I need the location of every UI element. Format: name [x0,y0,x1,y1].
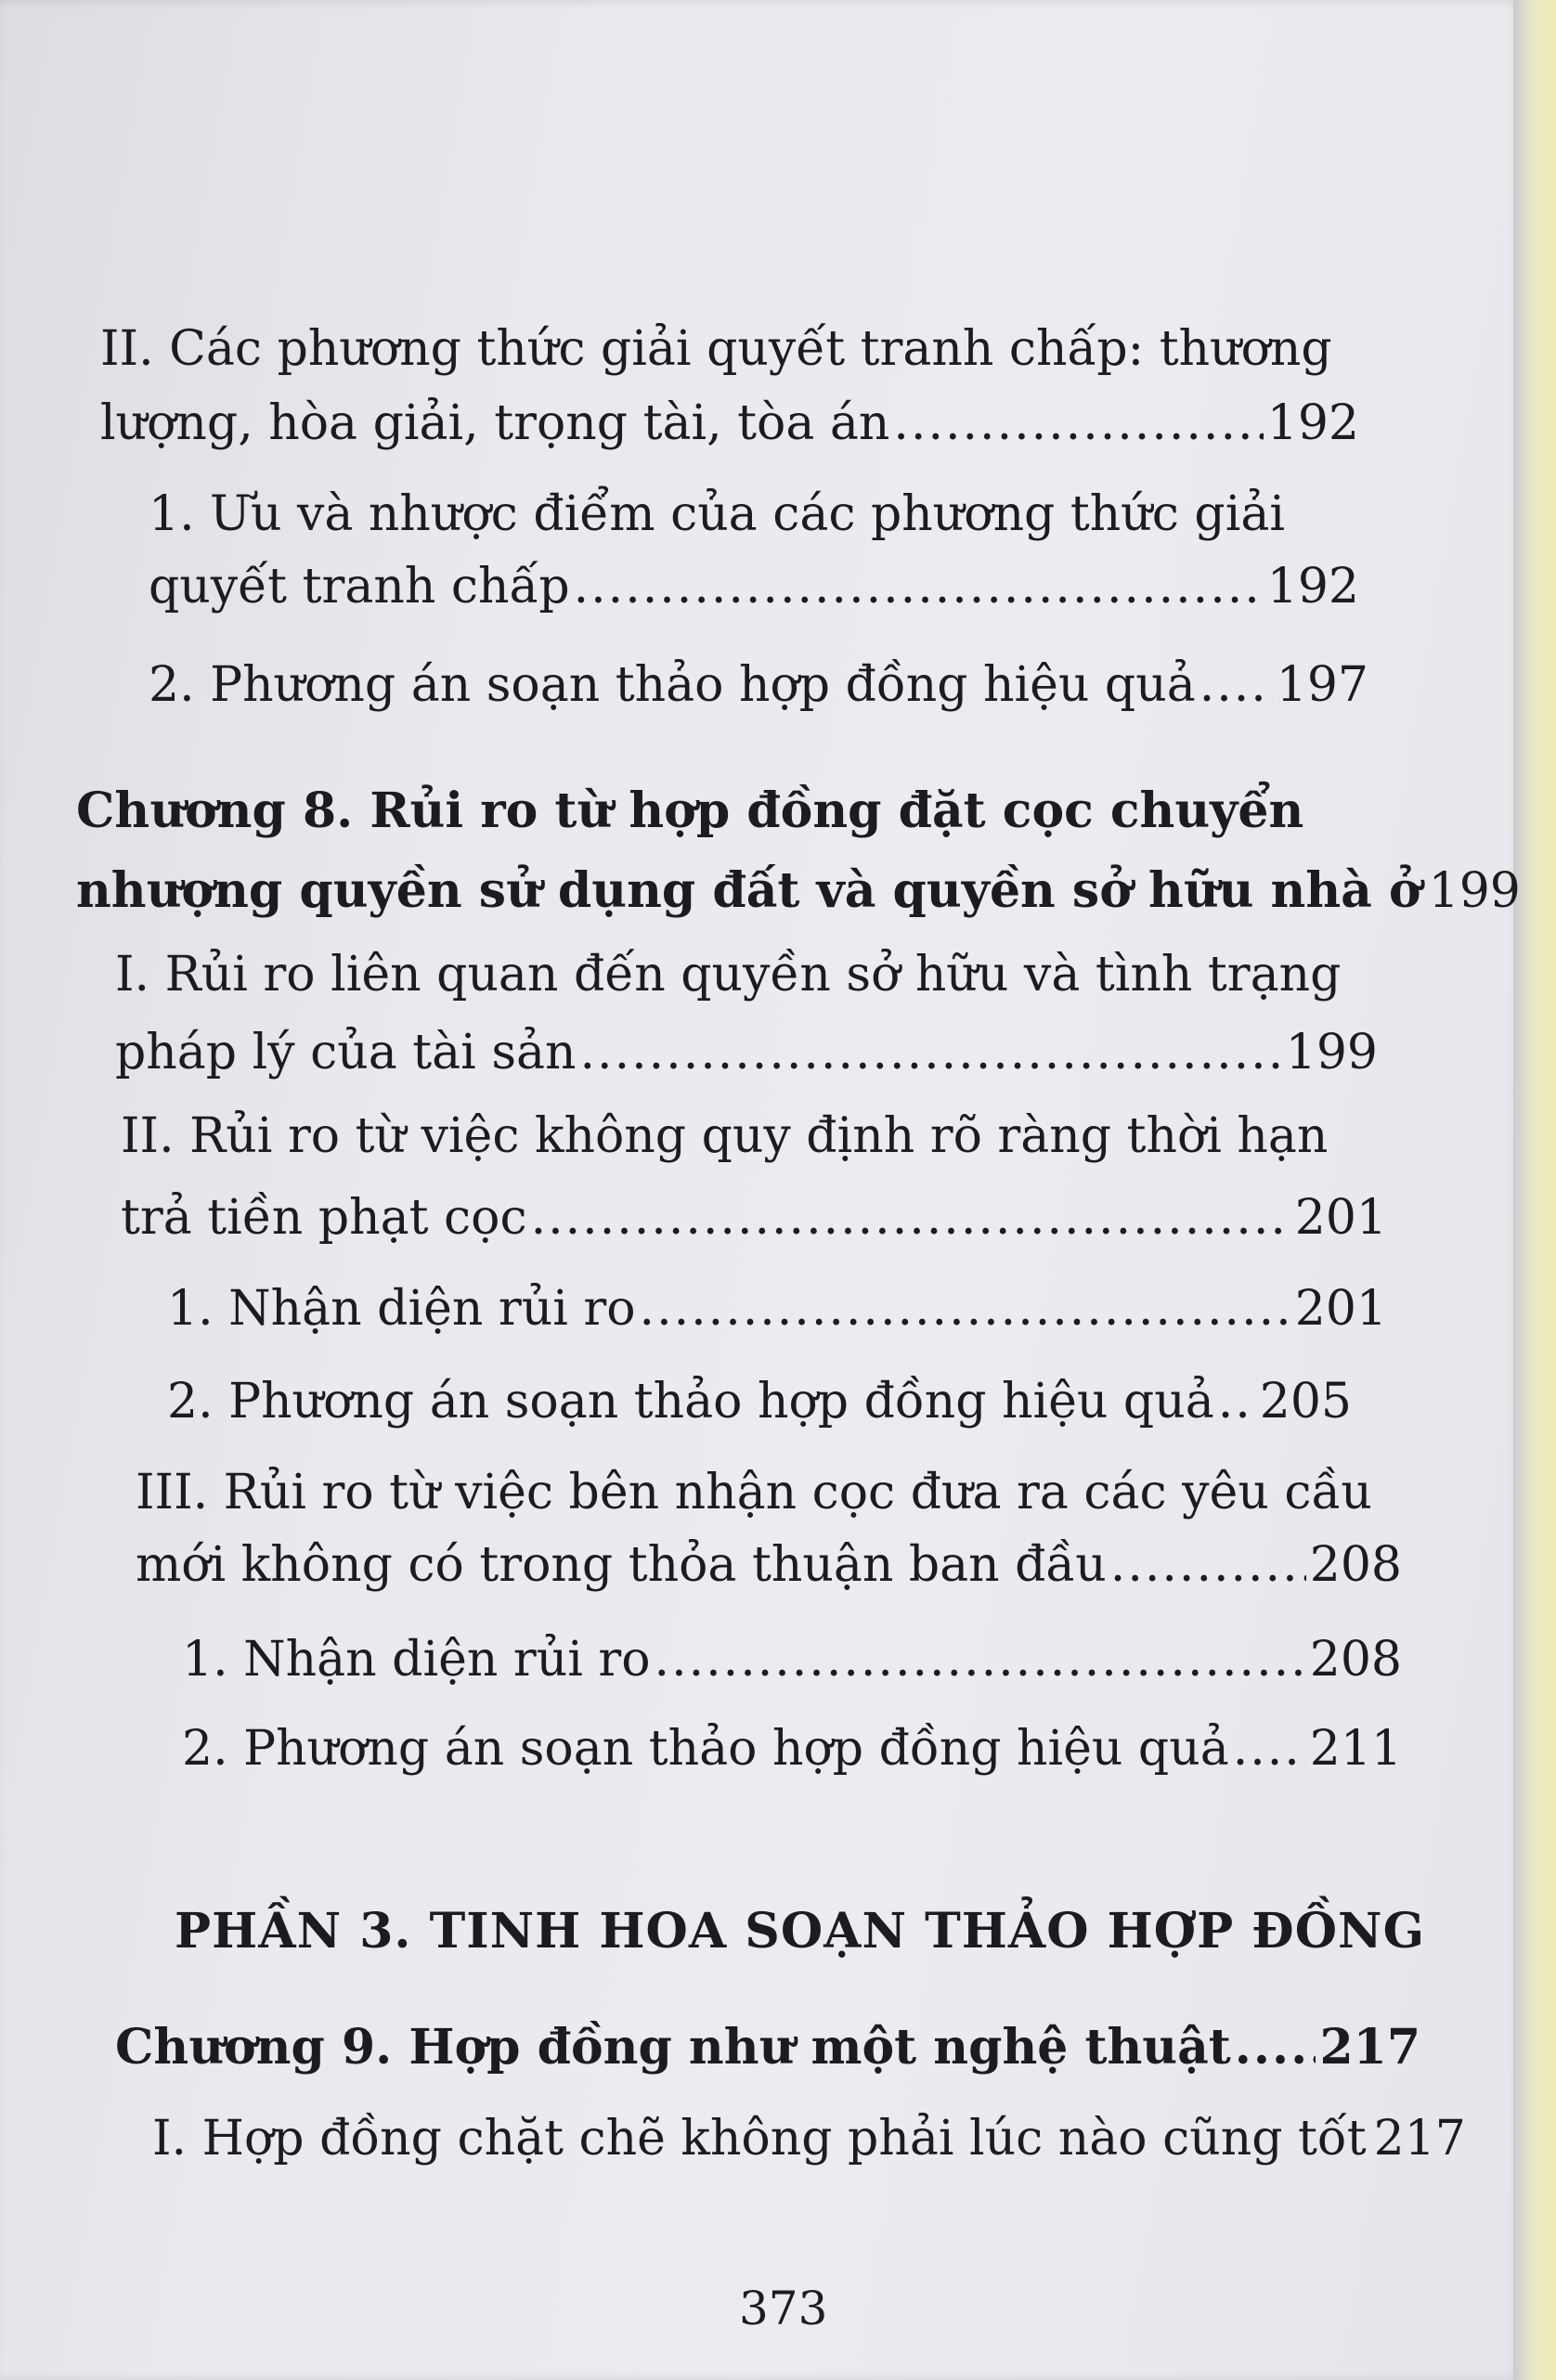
toc-chapter-entry [76,783,1357,839]
toc-entry [167,1374,1352,1429]
dot-leader [531,1194,1291,1242]
toc-entry [121,1108,1402,1164]
toc-entry [115,947,1396,1002]
toc-entry-title: lượng, hòa giải, trọng tài, tòa án [100,395,890,451]
toc-entry-title: 2. Phương án soạn thảo hợp đồng hiệu quả [149,657,1196,713]
toc-entry-line [100,395,1359,451]
toc-page-number: 199 [1428,863,1521,919]
toc-entry-title: mới không có trong thỏa thuận ban đầu [136,1537,1107,1593]
dot-leader [655,1636,1306,1684]
toc-entry-line: 1. Ưu và nhược điểm của các phương thức giải [149,486,1285,542]
toc-entry-title: nhượng quyền sử dụng đất và quyền sở hữu nhà ở [76,862,1421,919]
toc-entry [149,486,1383,542]
toc-page-number: 205 [1259,1374,1352,1429]
toc-chapter-entry [115,2019,1420,2076]
dot-leader [1218,1378,1256,1426]
toc-entry-line [76,862,1521,919]
dot-leader [574,563,1264,611]
toc-entry-title: I. Hợp đồng chặt chẽ không phải lúc nào cũng tốt [152,2111,1367,2167]
toc-page-number: 208 [1309,1632,1402,1688]
toc-entry-title: pháp lý của tài sản [115,1025,577,1080]
toc-entry [136,1465,1417,1520]
toc-entry [149,657,1368,713]
toc-entry-line [149,559,1359,614]
dot-leader [1199,661,1273,709]
toc-page-number: 201 [1294,1281,1387,1337]
toc-page-number: 192 [1266,395,1359,451]
toc-entry-line [121,1190,1387,1246]
toc-entry [167,1281,1387,1337]
toc-page-number: 192 [1266,559,1359,614]
dot-leader [1233,1725,1306,1773]
dot-leader [893,399,1263,447]
toc-page-number: 197 [1276,657,1368,713]
toc-entry-line: I. Rủi ro liên quan đến quyền sở hữu và tình trạng [115,947,1342,1002]
toc-entry-line [136,1537,1402,1593]
toc-entry-line: III. Rủi ro từ việc bên nhận cọc đưa ra các yêu cầu [136,1465,1372,1520]
toc-entry-line: II. Các phương thức giải quyết tranh chấp: thương [100,321,1332,377]
toc-entry-title: quyết tranh chấp [149,559,570,614]
toc-page-number: 211 [1309,1721,1402,1777]
toc-entry-title: Chương 9. Hợp đồng như một nghệ thuật [115,2019,1231,2076]
toc-entry-title: 2. Phương án soạn thảo hợp đồng hiệu quả [182,1721,1229,1777]
toc-page-number: 217 [1373,2111,1466,2167]
dot-leader [1110,1541,1306,1589]
toc-page-number: 199 [1285,1025,1378,1080]
toc-entry [182,1632,1402,1688]
toc-entry-title: 2. Phương án soạn thảo hợp đồng hiệu quả [167,1374,1214,1429]
toc-entry-title: trả tiền phạt cọc [121,1190,527,1246]
toc-page-number: 217 [1319,2019,1420,2076]
dot-leader [1235,2024,1316,2072]
page-number: 373 [739,2282,828,2335]
dot-leader [580,1028,1282,1077]
toc-entry-line: Chương 8. Rủi ro từ hợp đồng đặt cọc chuyển [76,783,1304,839]
dot-leader [640,1285,1291,1333]
toc-page-number: 208 [1309,1537,1402,1593]
toc-entry [100,321,1354,377]
toc-entry-title: 1. Nhận diện rủi ro [167,1281,636,1337]
part-heading: PHẦN 3. TINH HOA SOẠN THẢO HỢP ĐỒNG [175,1903,1425,1960]
toc-page-number: 201 [1294,1190,1387,1246]
toc-entry-line [115,1025,1378,1080]
toc-entry-line: II. Rủi ro từ việc không quy định rõ ràng thời hạn [121,1108,1329,1164]
toc-entry [152,2111,1466,2167]
toc-entry-title: 1. Nhận diện rủi ro [182,1632,651,1688]
toc-entry [182,1721,1402,1777]
